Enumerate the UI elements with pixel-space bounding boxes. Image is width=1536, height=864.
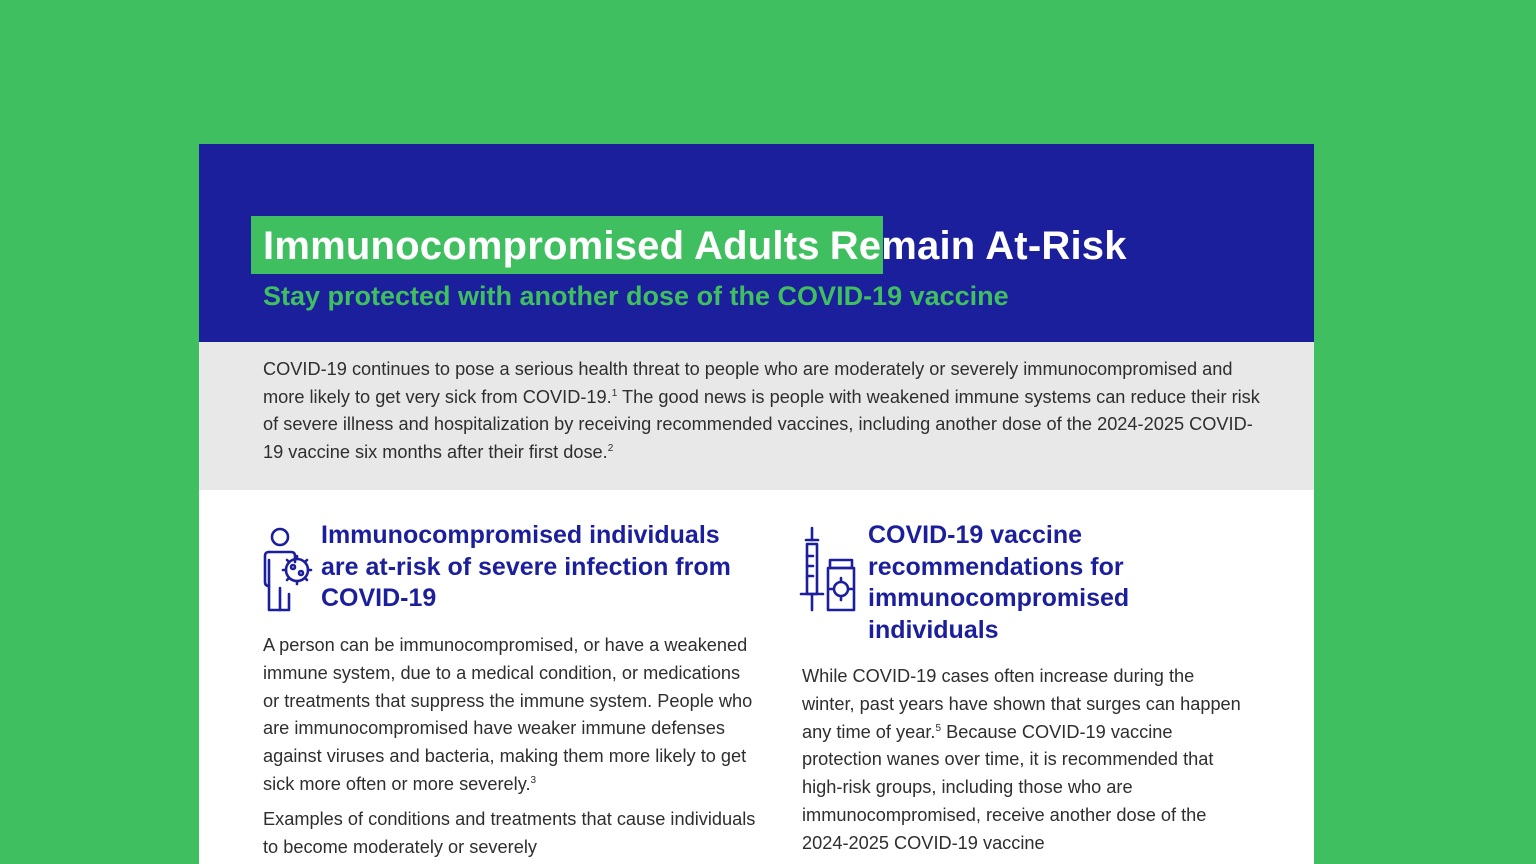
page-subtitle: Stay protected with another dose of the COVID-19 vaccine bbox=[263, 281, 1009, 311]
intro-text-1: COVID-19 continues to pose a serious health threat to people who are moderately or severely immunocompromised and more likely to get very sick from COVID-19. bbox=[263, 359, 1233, 407]
footnote-ref-3: 3 bbox=[530, 774, 537, 786]
intro-text-2: The good news is people with weakened immune systems can reduce their risk of severe illness and hospitalization by receiving recommended vaccines, including another dose of the 2024-2025 COVID-19 vaccine six months after their first dose. bbox=[263, 386, 1260, 462]
footnote-ref-2: 2 bbox=[607, 442, 614, 454]
footnote-ref-5: 5 bbox=[935, 722, 942, 734]
left-paragraph-1-text: A person can be immunocompromised, or have a weakened immune system, due to a medical condition, or medications or treatments that suppress the immune system. People who are immunocompromised have weaker immune defenses against viruses and bacteria, making them more likely to get sick more often or more severely. bbox=[263, 635, 753, 794]
left-column-paragraph-2: Examples of conditions and treatments that cause individuals to become moderately or severely bbox=[263, 809, 756, 857]
footnote-ref-1: 1 bbox=[611, 387, 618, 399]
document-page bbox=[199, 144, 1314, 864]
page-title bbox=[263, 220, 1127, 272]
left-column-paragraph-1 bbox=[263, 632, 758, 799]
header-banner bbox=[199, 144, 1314, 342]
left-column-heading: Immunocompromised individuals are at-risk of severe infection from COVID-19 bbox=[321, 521, 731, 612]
right-paragraph-1-text: While COVID-19 cases often increase during the winter, past years have shown that surges can happen any time of year. bbox=[802, 666, 1241, 742]
right-column-paragraph-1 bbox=[802, 663, 1242, 858]
intro-section bbox=[199, 342, 1314, 490]
syringe-vial-icon bbox=[799, 526, 859, 612]
title-highlight-text: Immunocompromised Adults bbox=[263, 224, 820, 268]
right-paragraph-1b-text: Because COVID-19 vaccine protection wanes over time, it is recommended that high-risk groups, including those who are immunocompromised, receive another dose of the 2024-2025 COVID-19 vaccine bbox=[802, 721, 1214, 853]
right-column-heading: COVID-19 vaccine recommendations for immunocompromised individuals bbox=[868, 521, 1130, 644]
intro-paragraph bbox=[263, 356, 1263, 466]
title-rest-text: Remain At-Risk bbox=[829, 224, 1127, 268]
person-virus-icon bbox=[261, 526, 317, 612]
